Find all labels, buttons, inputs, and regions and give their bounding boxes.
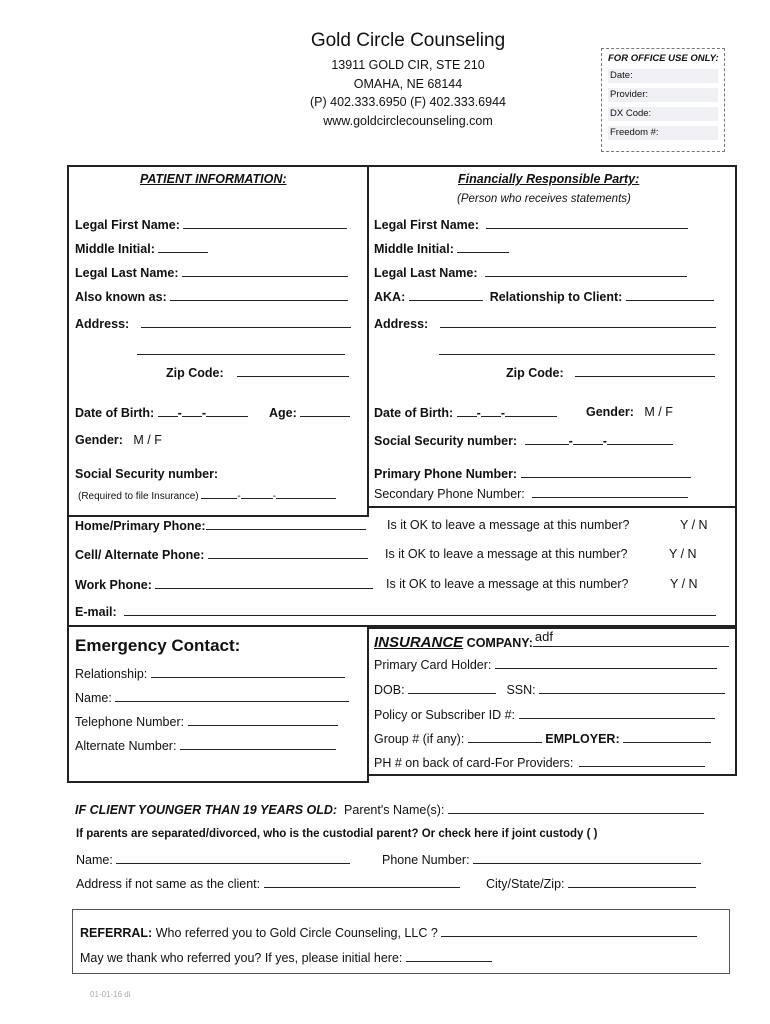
office-use-box (601, 48, 725, 152)
financial-title: Financially Responsible Party: (458, 172, 640, 186)
insurance-ph-input[interactable] (579, 755, 705, 767)
insurance-ssn-input[interactable] (539, 682, 725, 694)
patient-first-name-label: Legal First Name: (75, 217, 347, 232)
referral-thanks-label: May we thank who referred you? If yes, please initial here: (80, 950, 492, 965)
insurance-dob-label: DOB: SSN: (374, 682, 725, 697)
financial-zip-input[interactable] (575, 365, 715, 377)
home-phone-yn[interactable]: Y / N (680, 518, 708, 532)
custodial-city-label: City/State/Zip: (486, 876, 696, 891)
referral-input[interactable] (441, 925, 697, 937)
insurance-ph-label: PH # on back of card-For Providers: (374, 755, 705, 770)
insurance-company-input[interactable] (533, 629, 729, 647)
emergency-relationship-input[interactable] (151, 666, 345, 678)
office-use-title: FOR OFFICE USE ONLY: (608, 53, 719, 64)
custodial-address-label: Address if not same as the client: (76, 876, 460, 891)
custodial-phone-input[interactable] (473, 852, 701, 864)
financial-gender-options[interactable]: M / F (644, 405, 673, 419)
insurance-dob-input[interactable] (408, 682, 496, 694)
office-date-field[interactable]: Date: (608, 69, 718, 83)
patient-address-input[interactable] (141, 316, 351, 328)
clinic-address-line2: OMAHA, NE 68144 (353, 77, 463, 91)
financial-middle-input[interactable] (457, 241, 509, 253)
patient-gender-options[interactable]: M / F (133, 433, 162, 447)
cell-phone-yn[interactable]: Y / N (669, 547, 697, 561)
work-phone-ok-question: Is it OK to leave a message at this number? (386, 577, 629, 591)
cell-phone-input[interactable] (208, 547, 368, 559)
patient-ssn-label: Social Security number: (75, 467, 219, 481)
patient-age-label: Age: (269, 405, 350, 420)
patient-dob-label: Date of Birth: - - (75, 405, 248, 420)
home-phone-input[interactable] (206, 518, 366, 530)
financial-subtitle: (Person who receives statements) (457, 193, 631, 205)
work-phone-input[interactable] (155, 577, 373, 589)
custodial-phone-label: Phone Number: (382, 852, 701, 867)
patient-ssn-part2[interactable] (241, 489, 273, 499)
patient-aka-input[interactable] (170, 289, 348, 301)
financial-ssn-part2[interactable] (573, 433, 603, 445)
patient-first-name-input[interactable] (183, 217, 347, 229)
patient-aka-label: Also known as: (75, 289, 348, 304)
financial-secondary-phone-input[interactable] (532, 486, 688, 498)
office-freedom-field[interactable]: Freedom #: (608, 126, 718, 140)
office-dx-code-field[interactable]: DX Code: (608, 107, 718, 121)
financial-dob-day[interactable] (481, 405, 501, 417)
custodial-city-input[interactable] (568, 876, 696, 888)
cell-phone-ok-question: Is it OK to leave a message at this number? (385, 547, 628, 561)
insurance-group-input[interactable] (468, 731, 542, 743)
patient-address-label: Address: (75, 316, 351, 331)
financial-dob-label: Date of Birth: - - (374, 405, 557, 420)
patient-dob-day[interactable] (182, 405, 202, 417)
patient-ssn-part3[interactable] (276, 489, 336, 499)
cell-phone-label: Cell/ Alternate Phone: (75, 547, 368, 562)
financial-first-name-input[interactable] (486, 217, 688, 229)
financial-address-input[interactable] (440, 316, 716, 328)
insurance-company-value: adf (534, 629, 553, 644)
financial-gender-label: Gender: M / F (586, 405, 673, 419)
financial-last-name-label: Legal Last Name: (374, 265, 687, 280)
referral-question-label: REFERRAL: Who referred you to Gold Circle Counseling, LLC ? (80, 925, 697, 940)
financial-middle-label: Middle Initial: (374, 241, 509, 256)
email-input[interactable] (124, 604, 716, 616)
financial-primary-phone-label: Primary Phone Number: (374, 466, 691, 481)
custodial-address-input[interactable] (264, 876, 460, 888)
email-label: E-mail: (75, 604, 716, 619)
financial-aka-input[interactable] (409, 289, 483, 301)
insurance-policy-label: Policy or Subscriber ID #: (374, 707, 715, 722)
insurance-holder-input[interactable] (495, 657, 717, 669)
patient-ssn-note: (Required to file Insurance) - - (78, 489, 336, 502)
financial-ssn-label: Social Security number: - - (374, 433, 673, 448)
patient-last-name-label: Legal Last Name: (75, 265, 348, 280)
financial-dob-month[interactable] (457, 405, 477, 417)
emergency-title: Emergency Contact: (75, 636, 241, 655)
emergency-telephone-input[interactable] (188, 714, 338, 726)
financial-secondary-phone-label: Secondary Phone Number: (374, 486, 688, 501)
patient-age-input[interactable] (300, 405, 350, 417)
custodial-name-input[interactable] (116, 852, 350, 864)
insurance-policy-input[interactable] (519, 707, 715, 719)
financial-relationship-input[interactable] (626, 289, 714, 301)
clinic-title: Gold Circle Counseling (310, 30, 506, 51)
clinic-phones: (P) 402.333.6950 (F) 402.333.6944 (310, 95, 506, 109)
patient-middle-input[interactable] (158, 241, 208, 253)
form-version-footer: 01-01-16 di (90, 990, 131, 999)
financial-address-line2-input[interactable] (439, 343, 715, 355)
financial-aka-label: AKA: Relationship to Client: (374, 289, 714, 304)
financial-dob-year[interactable] (505, 405, 557, 417)
patient-address-line2-input[interactable] (137, 343, 345, 355)
clinic-website[interactable]: www.goldcirclecounseling.com (323, 114, 493, 128)
office-provider-field[interactable]: Provider: (608, 88, 718, 102)
insurance-holder-label: Primary Card Holder: (374, 657, 717, 672)
home-phone-label: Home/Primary Phone: (75, 518, 366, 533)
referral-initial-input[interactable] (406, 950, 492, 962)
custodial-name-label: Name: (76, 852, 350, 867)
emergency-name-label: Name: (75, 690, 349, 705)
emergency-relationship-label: Relationship: (75, 666, 345, 681)
financial-zip-label: Zip Code: (506, 365, 715, 380)
financial-address-label: Address: (374, 316, 716, 331)
home-phone-ok-question: Is it OK to leave a message at this number? (387, 518, 630, 532)
financial-primary-phone-input[interactable] (521, 466, 691, 478)
emergency-telephone-label: Telephone Number: (75, 714, 338, 729)
financial-ssn-part3[interactable] (607, 433, 673, 445)
patient-dob-year[interactable] (206, 405, 248, 417)
patient-ssn-part1[interactable] (201, 489, 237, 499)
patient-gender-label: Gender: M / F (75, 433, 162, 447)
patient-info-title: PATIENT INFORMATION: (140, 172, 287, 186)
clinic-address-line1: 13911 GOLD CIR, STE 210 (331, 58, 485, 72)
work-phone-label: Work Phone: (75, 577, 373, 592)
custody-question[interactable]: If parents are separated/divorced, who is the custodial parent? Or check here if joint custody ( ) (76, 828, 598, 840)
emergency-alternate-label: Alternate Number: (75, 738, 336, 753)
minor-title: IF CLIENT YOUNGER THAN 19 YEARS OLD: Parent's Name(s): (75, 802, 704, 817)
emergency-name-input[interactable] (115, 690, 349, 702)
patient-zip-input[interactable] (237, 365, 349, 377)
insurance-employer-input[interactable] (623, 731, 711, 743)
financial-last-name-input[interactable] (485, 265, 687, 277)
financial-first-name-label: Legal First Name: (374, 217, 688, 232)
work-phone-yn[interactable]: Y / N (670, 577, 698, 591)
insurance-group-label: Group # (if any): EMPLOYER: (374, 731, 711, 746)
patient-middle-label: Middle Initial: (75, 241, 208, 256)
patient-zip-label: Zip Code: (166, 365, 349, 380)
emergency-alternate-input[interactable] (180, 738, 336, 750)
patient-dob-month[interactable] (158, 405, 178, 417)
parent-names-input[interactable] (448, 802, 704, 814)
financial-ssn-part1[interactable] (525, 433, 569, 445)
patient-last-name-input[interactable] (182, 265, 348, 277)
insurance-company-label: INSURANCE COMPANY: adf (374, 634, 729, 651)
